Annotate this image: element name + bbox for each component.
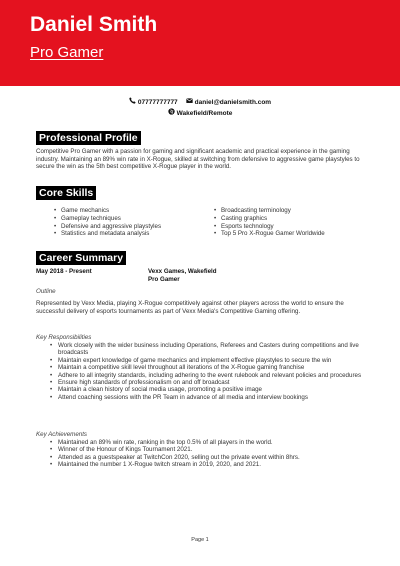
list-item: • Maintain expert knowledge of game mechanics and implement effective playstyles to secure the win — [50, 357, 372, 364]
achievements-label: Key Achievements — [36, 431, 88, 438]
job-company: Vexx Games, Wakefield — [148, 268, 217, 275]
job-title: Pro Gamer — [148, 276, 180, 283]
contact-block — [0, 97, 400, 119]
outline-text: Represented by Vexx Media, playing X-Rogue competitively against other players across the world to ensure the successful delivery of esports tournaments as part of Vexx Media's Competitive Gaming offering. — [36, 300, 344, 315]
profile-text: Competitive Pro Gamer with a passion for gaming and significant academic and practical experience in the gaming industry. Maintaining an 89% win rate in X-Rogue, skilled at switching from defensive to aggressive game playstyles to secure the win as the 5th best competitive X-Rogue player in the world. — [36, 148, 360, 171]
skills-heading — [36, 183, 96, 197]
skill-item: • Statistics and metadata analysis — [54, 230, 214, 238]
list-item: • Maintain a clean history of social media usage, promoting a positive image — [50, 386, 372, 393]
skill-item: • Top 5 Pro X-Rogue Gamer Worldwide — [214, 230, 384, 238]
phone-icon — [129, 97, 136, 104]
list-item: • Attended as a guestspeaker at TwitchCon 2020, selling out the private event within 8hrs. — [50, 454, 372, 461]
list-item: • Maintain a competitive skill level throughout all iterations of the X-Rogue gaming franchise — [50, 364, 372, 371]
profile-heading-text: Professional Profile — [36, 131, 141, 145]
skills-list — [54, 207, 384, 238]
list-item: • Maintained the number 1 X-Rogue twitch stream in 2019, 2020, and 2021. — [50, 461, 372, 468]
achievements-list — [50, 439, 372, 469]
job-date: May 2018 - Present — [36, 268, 92, 275]
location-contact — [168, 108, 233, 119]
location-text: Wakefield/Remote — [176, 110, 233, 117]
phone-contact[interactable] — [129, 97, 178, 108]
responsibilities-label: Key Responsibilities — [36, 334, 92, 341]
skill-item: • Broadcasting terminology — [214, 207, 384, 215]
candidate-name: Daniel Smith — [30, 13, 158, 36]
skill-item: • Game mechanics — [54, 207, 214, 215]
list-item: • Ensure high standards of professionalism on and off broadcast — [50, 379, 372, 386]
candidate-role: Pro Gamer — [30, 44, 104, 61]
skill-item: • Defensive and aggressive playstyles — [54, 223, 214, 231]
list-item: • Adhere to all integrity standards, including adhering to the event rulebook and relevant policies and procedures — [50, 372, 372, 379]
list-item: • Work closely with the wider business including Operations, Referees and Casters during competitions and live broadcasts — [50, 342, 372, 357]
contact-line-2 — [0, 108, 400, 119]
skill-item: • Esports technology — [214, 223, 384, 231]
list-item: • Attend coaching sessions with the PR Team in advance of all media and interview bookings — [50, 394, 372, 401]
skills-heading-text: Core Skills — [36, 186, 96, 200]
skill-item: • Gameplay techniques — [54, 215, 214, 223]
globe-icon — [168, 108, 175, 115]
skill-item: • Casting graphics — [214, 215, 384, 223]
responsibilities-list — [50, 342, 372, 401]
email-text: daniel@danielsmith.com — [194, 99, 272, 106]
phone-text: 07777777777 — [137, 99, 178, 106]
list-item: • Winner of the Honour of Kings Tournament 2021. — [50, 446, 372, 453]
contact-line-1 — [0, 97, 400, 108]
career-heading — [36, 248, 126, 262]
page-number: Page 1 — [191, 537, 209, 543]
email-contact[interactable] — [186, 97, 271, 108]
list-item: • Maintained an 89% win rate, ranking in the top 0.5% of all players in the world. — [50, 439, 372, 446]
profile-heading — [36, 128, 141, 142]
career-heading-text: Career Summary — [36, 251, 126, 265]
header-banner — [0, 0, 400, 86]
mail-icon — [186, 97, 193, 104]
outline-label: Outline — [36, 288, 56, 295]
